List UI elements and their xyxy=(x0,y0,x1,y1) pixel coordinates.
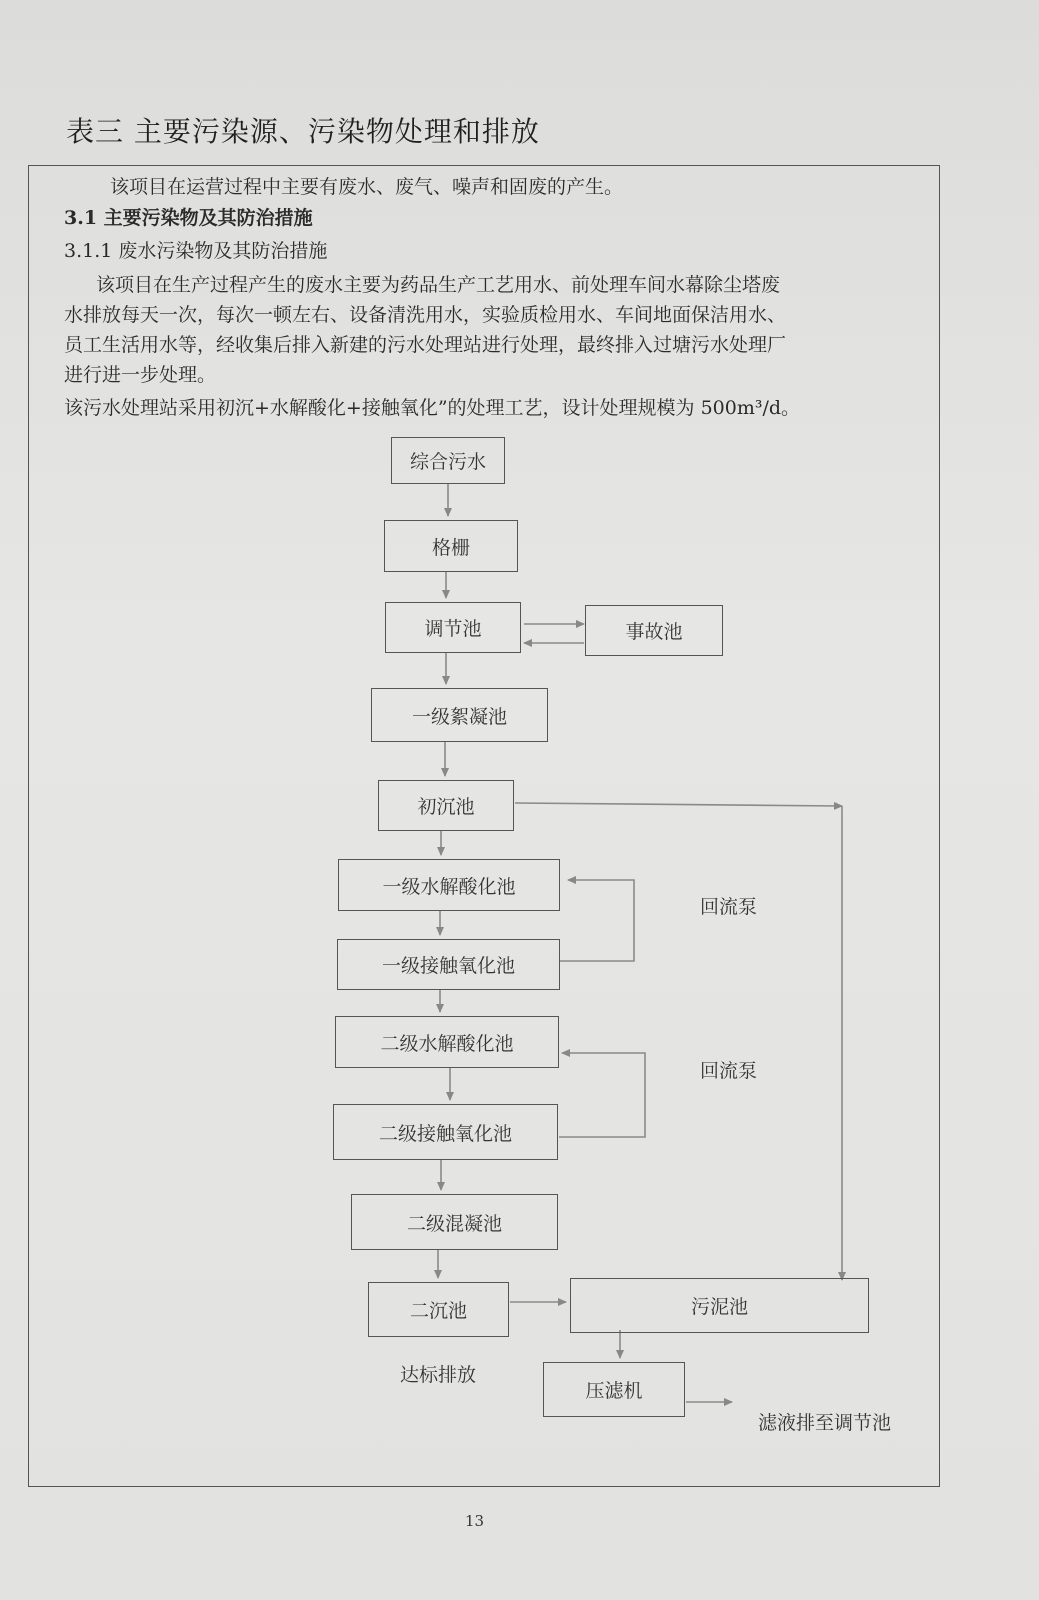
reflux-loop-2 xyxy=(559,1053,645,1137)
table-title: 表三 主要污染源、污染物处理和排放 xyxy=(66,115,540,148)
reflux-pump-label: 回流泵 xyxy=(700,896,758,918)
process-description: 该污水处理站采用初沉+水解酸化+接触氧化”的处理工艺，设计处理规模为 500m³/d。 xyxy=(64,397,801,419)
node-primary-hydrolysis-acidification-pool: 一级水解酸化池 xyxy=(338,859,560,911)
node-primary-contact-oxidation-pool: 一级接触氧化池 xyxy=(337,939,560,990)
node-secondary-hydrolysis-acidification-pool: 二级水解酸化池 xyxy=(335,1016,559,1068)
paragraph-line: 进行进一步处理。 xyxy=(64,364,217,386)
paragraph-line: 水排放每天一次，每次一顿左右、设备清洗用水，实验质检用水、车间地面保洁用水、 xyxy=(64,304,787,326)
reflux-pump-label: 回流泵 xyxy=(700,1060,758,1082)
node-secondary-contact-oxidation-pool: 二级接触氧化池 xyxy=(333,1104,558,1160)
sludge-line-h xyxy=(515,803,842,806)
intro-text: 该项目在运营过程中主要有废水、废气、噪声和固废的产生。 xyxy=(110,176,624,198)
reflux-loop-1 xyxy=(560,880,634,961)
subsection-heading: 3.1.1 废水污染物及其防治措施 xyxy=(64,240,328,262)
section-heading: 3.1 主要污染物及其防治措施 xyxy=(64,207,313,229)
node-integrated-wastewater: 综合污水 xyxy=(391,437,505,484)
node-primary-sedimentation-pool: 初沉池 xyxy=(378,780,514,831)
node-accident-pool: 事故池 xyxy=(585,605,723,656)
paragraph-line: 该项目在生产过程产生的废水主要为药品生产工艺用水、前处理车间水幕除尘塔废 xyxy=(96,274,781,296)
paragraph-line: 员工生活用水等，经收集后排入新建的污水处理站进行处理，最终排入过塘污水处理厂 xyxy=(64,334,787,356)
node-grille: 格栅 xyxy=(384,520,518,572)
node-filter-press: 压滤机 xyxy=(543,1362,685,1417)
filtrate-label: 滤液排至调节池 xyxy=(758,1412,892,1434)
node-sludge-pool: 污泥池 xyxy=(570,1278,869,1333)
node-secondary-coagulation-pool: 二级混凝池 xyxy=(351,1194,558,1250)
node-regulating-pool: 调节池 xyxy=(385,602,521,653)
node-secondary-sedimentation-pool: 二沉池 xyxy=(368,1282,509,1337)
node-primary-flocculation-pool: 一级絮凝池 xyxy=(371,688,548,742)
page-number: 13 xyxy=(465,1512,485,1530)
discharge-label: 达标排放 xyxy=(400,1364,477,1386)
